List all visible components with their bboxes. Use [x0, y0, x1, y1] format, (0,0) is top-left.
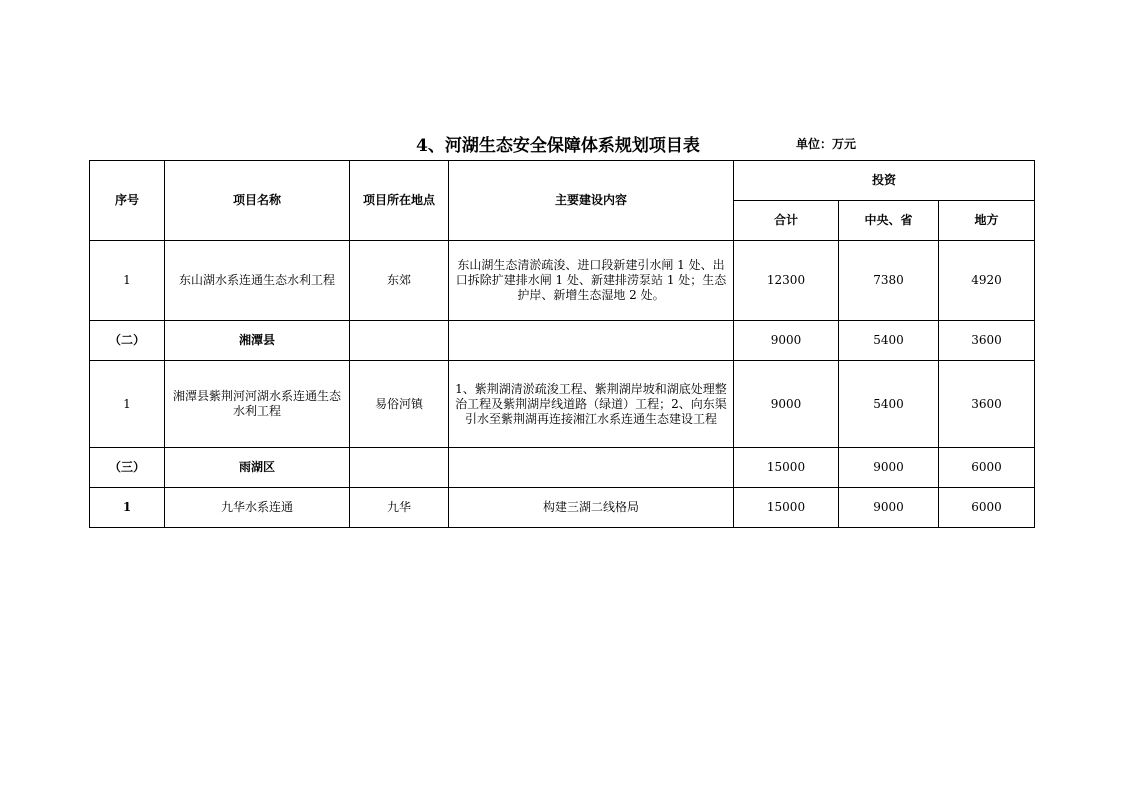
table-row — [90, 488, 1035, 528]
cell-local: 6000 — [939, 488, 1035, 528]
cell-total: 15000 — [734, 448, 839, 488]
header-local: 地方 — [939, 201, 1035, 241]
header-name: 项目名称 — [165, 161, 350, 241]
cell-total: 9000 — [734, 361, 839, 448]
table-row — [90, 448, 1035, 488]
cell-location — [350, 448, 449, 488]
cell-total: 15000 — [734, 488, 839, 528]
header-seq: 序号 — [90, 161, 165, 241]
cell-name: 湘潭县紫荆河河湖水系连通生态水利工程 — [165, 361, 350, 448]
header-location: 项目所在地点 — [350, 161, 449, 241]
page-title: 4、河湖生态安全保障体系规划项目表 — [416, 136, 700, 156]
cell-name: 九华水系连通 — [165, 488, 350, 528]
table-row — [90, 321, 1035, 361]
cell-central-province: 9000 — [839, 448, 939, 488]
cell-content — [449, 321, 734, 361]
cell-location: 易俗河镇 — [350, 361, 449, 448]
cell-content: 1、紫荆湖清淤疏浚工程、紫荆湖岸坡和湖底处理整治工程及紫荆湖岸线道路（绿道）工程；2、向东渠引水至紫荆湖再连接湘江水系连通生态建设工程 — [449, 361, 734, 448]
cell-local: 3600 — [939, 361, 1035, 448]
cell-central-province: 9000 — [839, 488, 939, 528]
cell-central-province: 7380 — [839, 241, 939, 321]
cell-content: 构建三湖二线格局 — [449, 488, 734, 528]
header-total: 合计 — [734, 201, 839, 241]
table-row — [90, 361, 1035, 448]
header-central-province: 中央、省 — [839, 201, 939, 241]
header-investment: 投资 — [734, 161, 1035, 201]
project-table — [89, 160, 1035, 528]
cell-content: 东山湖生态清淤疏浚、进口段新建引水闸 1 处、出口拆除扩建排水闸 1 处、新建排涝泵站 1 处；生态护岸、新增生态湿地 2 处。 — [449, 241, 734, 321]
cell-name: 湘潭县 — [165, 321, 350, 361]
cell-local: 4920 — [939, 241, 1035, 321]
cell-name: 雨湖区 — [165, 448, 350, 488]
cell-seq: 1 — [90, 241, 165, 321]
cell-seq: （三） — [90, 448, 165, 488]
cell-total: 9000 — [734, 321, 839, 361]
header-row — [90, 161, 1035, 201]
cell-total: 12300 — [734, 241, 839, 321]
unit-label: 单位：万元 — [796, 137, 857, 151]
table-row — [90, 241, 1035, 321]
cell-central-province: 5400 — [839, 321, 939, 361]
cell-seq: （二） — [90, 321, 165, 361]
cell-central-province: 5400 — [839, 361, 939, 448]
cell-location: 九华 — [350, 488, 449, 528]
cell-local: 3600 — [939, 321, 1035, 361]
header-content: 主要建设内容 — [449, 161, 734, 241]
cell-name: 东山湖水系连通生态水利工程 — [165, 241, 350, 321]
cell-location: 东郊 — [350, 241, 449, 321]
cell-location — [350, 321, 449, 361]
cell-content — [449, 448, 734, 488]
cell-seq: 1 — [90, 361, 165, 448]
cell-seq: 1 — [90, 488, 165, 528]
cell-local: 6000 — [939, 448, 1035, 488]
